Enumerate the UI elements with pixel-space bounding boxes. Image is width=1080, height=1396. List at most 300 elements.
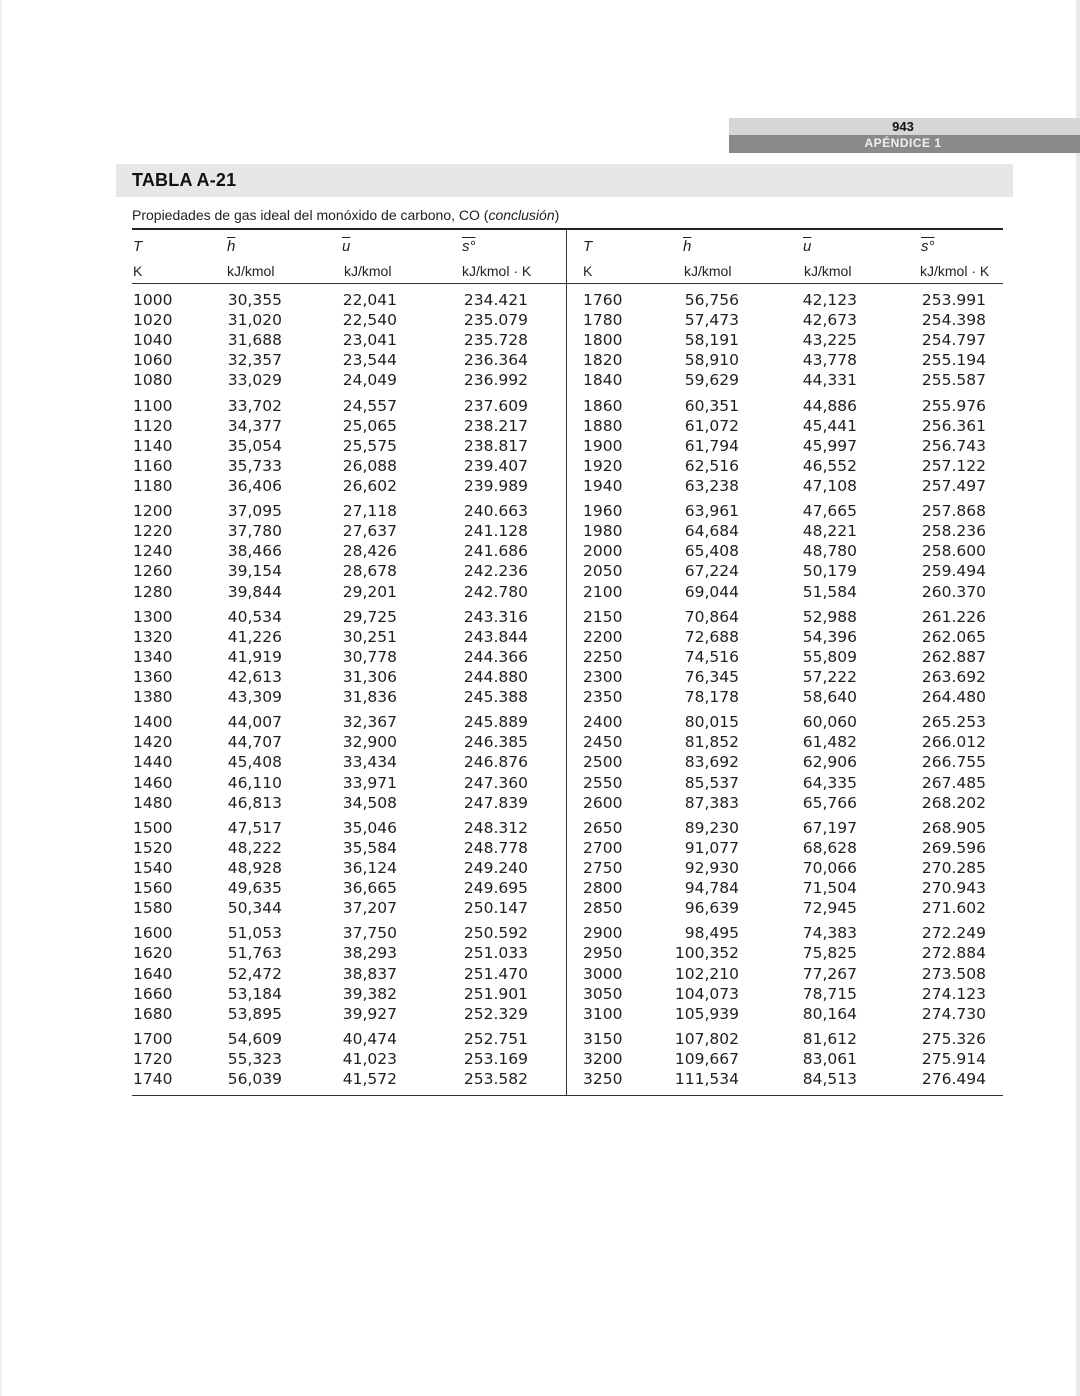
cell-t-right: 2550: [583, 773, 623, 792]
cell-s-right: 272.884: [921, 944, 986, 963]
cell-u-left: 32,900: [342, 733, 397, 752]
cell-h-right: 63,961: [684, 502, 739, 521]
cell-s-left: 234.421: [463, 291, 528, 309]
cell-t-left: 1600: [133, 924, 173, 943]
cell-t-right: 2300: [583, 667, 623, 686]
cell-s-left: 251.033: [463, 944, 528, 963]
cell-t-left: 1280: [133, 582, 173, 601]
cell-u-right: 52,988: [802, 607, 857, 626]
cell-u-right: 55,809: [802, 647, 857, 666]
cell-u-left: 32,367: [342, 713, 397, 732]
caption-main: Propiedades de gas ideal del monóxido de carbono, CO (: [132, 207, 489, 223]
cell-h-left: 38,466: [227, 542, 282, 561]
cell-h-left: 42,613: [227, 667, 282, 686]
cell-s-left: 243.316: [463, 607, 528, 626]
cell-h-right: 56,756: [684, 291, 739, 309]
col-symbol-t-left: T: [133, 238, 143, 255]
cell-h-right: 72,688: [684, 627, 739, 646]
cell-h-left: 33,702: [227, 396, 282, 415]
cell-h-right: 100,352: [674, 944, 739, 963]
cell-s-left: 251.901: [463, 984, 528, 1003]
cell-h-right: 92,930: [684, 858, 739, 877]
cell-t-right: 1920: [583, 456, 623, 475]
col-symbol-u-right: $\overline{u}$: [803, 238, 812, 255]
cell-u-left: 33,434: [342, 753, 397, 772]
cell-h-left: 54,609: [227, 1029, 282, 1048]
cell-u-right: 75,825: [802, 944, 857, 963]
cell-u-left: 30,778: [342, 647, 397, 666]
cell-u-left: 24,049: [342, 371, 397, 390]
cell-u-right: 65,766: [802, 793, 857, 812]
cell-h-right: 94,784: [684, 879, 739, 898]
table-rule-middle: [566, 229, 567, 1095]
cell-t-left: 1660: [133, 984, 173, 1003]
cell-u-right: 42,123: [802, 291, 857, 309]
table-title: TABLA A-21: [132, 170, 237, 190]
cell-t-right: 2600: [583, 793, 623, 812]
cell-s-left: 241.686: [463, 542, 528, 561]
cell-u-right: 80,164: [802, 1004, 857, 1023]
cell-u-right: 64,335: [802, 773, 857, 792]
cell-s-right: 269.596: [921, 838, 986, 857]
cell-t-right: 3200: [583, 1049, 623, 1068]
cell-t-right: 3000: [583, 964, 623, 983]
cell-s-right: 259.494: [921, 562, 986, 581]
cell-u-right: 44,886: [802, 396, 857, 415]
cell-u-right: 70,066: [802, 858, 857, 877]
cell-u-left: 22,041: [342, 291, 397, 309]
cell-u-right: 43,225: [802, 331, 857, 350]
cell-s-left: 238.817: [463, 436, 528, 455]
cell-h-left: 56,039: [227, 1070, 282, 1089]
cell-s-left: 247.839: [463, 793, 528, 812]
table-caption: [132, 207, 1012, 223]
cell-s-left: 235.079: [463, 311, 528, 330]
cell-h-right: 58,191: [684, 331, 739, 350]
cell-h-right: 61,072: [684, 416, 739, 435]
cell-h-left: 41,226: [227, 627, 282, 646]
cell-u-left: 25,575: [342, 436, 397, 455]
cell-s-right: 268.202: [921, 793, 986, 812]
cell-u-left: 29,201: [342, 582, 397, 601]
cell-s-right: 260.370: [921, 582, 986, 601]
cell-h-left: 35,733: [227, 456, 282, 475]
cell-u-right: 43,778: [802, 351, 857, 370]
cell-s-left: 243.844: [463, 627, 528, 646]
cell-u-left: 36,124: [342, 858, 397, 877]
cell-h-left: 53,895: [227, 1004, 282, 1023]
cell-s-left: 235.728: [463, 331, 528, 350]
cell-s-right: 273.508: [921, 964, 986, 983]
col-symbol-t-right: T: [583, 238, 593, 255]
caption-italic: conclusión: [488, 207, 555, 223]
cell-s-right: 265.253: [921, 713, 986, 732]
cell-t-left: 1620: [133, 944, 173, 963]
cell-s-right: 264.480: [921, 688, 986, 707]
cell-t-right: 2750: [583, 858, 623, 877]
cell-h-right: 111,534: [674, 1070, 739, 1089]
cell-t-left: 1020: [133, 311, 173, 330]
cell-s-right: 275.914: [921, 1049, 986, 1068]
cell-s-right: 255.976: [921, 396, 986, 415]
cell-u-left: 36,665: [342, 879, 397, 898]
cell-h-right: 59,629: [684, 371, 739, 390]
cell-u-right: 81,612: [802, 1029, 857, 1048]
cell-h-right: 61,794: [684, 436, 739, 455]
cell-h-right: 65,408: [684, 542, 739, 561]
cell-t-right: 2100: [583, 582, 623, 601]
table-rule-bottom: [132, 1095, 1003, 1096]
cell-t-left: 1300: [133, 607, 173, 626]
cell-t-right: 1880: [583, 416, 623, 435]
cell-u-left: 25,065: [342, 416, 397, 435]
cell-h-left: 34,377: [227, 416, 282, 435]
cell-u-left: 24,557: [342, 396, 397, 415]
cell-u-right: 57,222: [802, 667, 857, 686]
cell-u-right: 74,383: [802, 924, 857, 943]
cell-h-right: 107,802: [674, 1029, 739, 1048]
cell-h-right: 74,516: [684, 647, 739, 666]
cell-s-left: 248.778: [463, 838, 528, 857]
cell-t-left: 1560: [133, 879, 173, 898]
cell-t-right: 2500: [583, 753, 623, 772]
cell-t-left: 1380: [133, 688, 173, 707]
cell-t-left: 1240: [133, 542, 173, 561]
cell-t-right: 1800: [583, 331, 623, 350]
cell-t-right: 1840: [583, 371, 623, 390]
cell-h-left: 37,780: [227, 522, 282, 541]
col-symbol-h-left: $\overline{h}$: [227, 238, 236, 255]
cell-t-right: 1860: [583, 396, 623, 415]
cell-u-left: 38,837: [342, 964, 397, 983]
col-unit-u-right: kJ/kmol: [804, 263, 852, 279]
cell-t-left: 1000: [133, 291, 173, 309]
cell-t-right: 1980: [583, 522, 623, 541]
cell-s-right: 267.485: [921, 773, 986, 792]
cell-h-left: 53,184: [227, 984, 282, 1003]
cell-h-left: 52,472: [227, 964, 282, 983]
cell-h-left: 39,844: [227, 582, 282, 601]
cell-u-right: 61,482: [802, 733, 857, 752]
cell-s-left: 244.880: [463, 667, 528, 686]
col-symbol-s-left: s°: [462, 238, 476, 255]
col-unit-u-left: kJ/kmol: [344, 263, 392, 279]
cell-u-right: 44,331: [802, 371, 857, 390]
cell-s-right: 270.285: [921, 858, 986, 877]
cell-s-right: 261.226: [921, 607, 986, 626]
cell-t-right: 2450: [583, 733, 623, 752]
cell-u-right: 58,640: [802, 688, 857, 707]
cell-t-left: 1220: [133, 522, 173, 541]
page-number: 943: [892, 119, 914, 134]
cell-h-right: 87,383: [684, 793, 739, 812]
cell-s-right: 262.887: [921, 647, 986, 666]
col-symbol-u-left: $\overline{u}$: [342, 238, 351, 255]
cell-u-right: 77,267: [802, 964, 857, 983]
table-rule-header: [132, 283, 1003, 284]
cell-t-left: 1680: [133, 1004, 173, 1023]
cell-t-left: 1520: [133, 838, 173, 857]
cell-s-right: 266.755: [921, 753, 986, 772]
cell-t-left: 1580: [133, 899, 173, 918]
cell-t-left: 1060: [133, 351, 173, 370]
cell-s-left: 253.169: [463, 1049, 528, 1068]
cell-u-left: 31,836: [342, 688, 397, 707]
cell-s-left: 251.470: [463, 964, 528, 983]
cell-t-right: 1900: [583, 436, 623, 455]
cell-h-left: 41,919: [227, 647, 282, 666]
cell-s-left: 253.582: [463, 1070, 528, 1089]
cell-t-right: 1960: [583, 502, 623, 521]
page-edge-right: [1076, 0, 1080, 1396]
cell-u-left: 31,306: [342, 667, 397, 686]
cell-u-left: 33,971: [342, 773, 397, 792]
cell-h-left: 40,534: [227, 607, 282, 626]
cell-u-left: 23,544: [342, 351, 397, 370]
cell-u-right: 51,584: [802, 582, 857, 601]
cell-u-left: 35,046: [342, 818, 397, 837]
cell-h-right: 57,473: [684, 311, 739, 330]
cell-h-left: 47,517: [227, 818, 282, 837]
cell-h-left: 46,110: [227, 773, 282, 792]
cell-u-left: 23,041: [342, 331, 397, 350]
cell-t-left: 1180: [133, 476, 173, 495]
cell-s-left: 248.312: [463, 818, 528, 837]
cell-s-right: 266.012: [921, 733, 986, 752]
cell-h-right: 63,238: [684, 476, 739, 495]
cell-u-left: 28,678: [342, 562, 397, 581]
cell-h-right: 62,516: [684, 456, 739, 475]
cell-t-right: 2200: [583, 627, 623, 646]
cell-t-left: 1400: [133, 713, 173, 732]
cell-t-left: 1420: [133, 733, 173, 752]
cell-t-right: 3050: [583, 984, 623, 1003]
cell-s-left: 245.388: [463, 688, 528, 707]
appendix-label: APÉNDICE 1: [864, 136, 942, 150]
cell-u-left: 30,251: [342, 627, 397, 646]
cell-u-right: 47,665: [802, 502, 857, 521]
cell-t-right: 1760: [583, 291, 623, 309]
cell-u-right: 62,906: [802, 753, 857, 772]
cell-t-right: 2850: [583, 899, 623, 918]
cell-t-left: 1440: [133, 753, 173, 772]
cell-h-right: 81,852: [684, 733, 739, 752]
cell-h-left: 55,323: [227, 1049, 282, 1068]
cell-t-right: 3100: [583, 1004, 623, 1023]
cell-s-right: 262.065: [921, 627, 986, 646]
cell-u-left: 38,293: [342, 944, 397, 963]
cell-h-right: 58,910: [684, 351, 739, 370]
col-unit-t-left: K: [133, 263, 143, 279]
cell-t-left: 1740: [133, 1070, 173, 1089]
cell-u-left: 22,540: [342, 311, 397, 330]
cell-t-left: 1460: [133, 773, 173, 792]
cell-s-left: 244.366: [463, 647, 528, 666]
cell-h-left: 44,707: [227, 733, 282, 752]
cell-u-right: 84,513: [802, 1070, 857, 1089]
cell-h-left: 35,054: [227, 436, 282, 455]
cell-t-left: 1080: [133, 371, 173, 390]
cell-t-right: 2350: [583, 688, 623, 707]
cell-s-left: 246.385: [463, 733, 528, 752]
cell-h-right: 83,692: [684, 753, 739, 772]
cell-s-right: 275.326: [921, 1029, 986, 1048]
cell-s-left: 246.876: [463, 753, 528, 772]
cell-s-left: 237.609: [463, 396, 528, 415]
cell-t-left: 1200: [133, 502, 173, 521]
cell-h-right: 70,864: [684, 607, 739, 626]
cell-h-left: 31,688: [227, 331, 282, 350]
cell-s-left: 249.695: [463, 879, 528, 898]
cell-u-left: 28,426: [342, 542, 397, 561]
cell-t-left: 1360: [133, 667, 173, 686]
cell-s-right: 274.123: [921, 984, 986, 1003]
cell-t-right: 2650: [583, 818, 623, 837]
cell-u-right: 83,061: [802, 1049, 857, 1068]
cell-h-left: 36,406: [227, 476, 282, 495]
cell-s-right: 253.991: [921, 291, 986, 309]
cell-h-left: 37,095: [227, 502, 282, 521]
cell-t-right: 1940: [583, 476, 623, 495]
cell-s-right: 255.194: [921, 351, 986, 370]
cell-s-right: 263.692: [921, 667, 986, 686]
cell-h-right: 98,495: [684, 924, 739, 943]
cell-u-right: 48,780: [802, 542, 857, 561]
cell-s-left: 250.592: [463, 924, 528, 943]
cell-t-left: 1260: [133, 562, 173, 581]
table-rule-top: [132, 228, 1003, 230]
col-unit-h-left: kJ/kmol: [227, 263, 275, 279]
cell-t-right: 1780: [583, 311, 623, 330]
cell-h-right: 67,224: [684, 562, 739, 581]
cell-h-left: 48,222: [227, 838, 282, 857]
cell-s-left: 242.780: [463, 582, 528, 601]
cell-u-right: 46,552: [802, 456, 857, 475]
cell-s-right: 257.868: [921, 502, 986, 521]
cell-t-left: 1500: [133, 818, 173, 837]
cell-h-right: 64,684: [684, 522, 739, 541]
cell-u-left: 26,602: [342, 476, 397, 495]
cell-u-right: 67,197: [802, 818, 857, 837]
cell-h-right: 91,077: [684, 838, 739, 857]
cell-u-right: 72,945: [802, 899, 857, 918]
cell-s-left: 239.407: [463, 456, 528, 475]
cell-s-right: 258.236: [921, 522, 986, 541]
cell-t-right: 3150: [583, 1029, 623, 1048]
cell-t-left: 1640: [133, 964, 173, 983]
cell-h-left: 30,355: [227, 291, 282, 309]
cell-h-right: 76,345: [684, 667, 739, 686]
cell-s-right: 258.600: [921, 542, 986, 561]
cell-t-right: 2900: [583, 924, 623, 943]
cell-s-right: 276.494: [921, 1070, 986, 1089]
cell-s-left: 241.128: [463, 522, 528, 541]
cell-s-left: 249.240: [463, 858, 528, 877]
cell-t-left: 1700: [133, 1029, 173, 1048]
cell-h-left: 44,007: [227, 713, 282, 732]
cell-s-left: 240.663: [463, 502, 528, 521]
cell-s-right: 256.743: [921, 436, 986, 455]
cell-s-right: 254.797: [921, 331, 986, 350]
cell-s-right: 270.943: [921, 879, 986, 898]
cell-t-left: 1040: [133, 331, 173, 350]
cell-h-right: 78,178: [684, 688, 739, 707]
cell-u-right: 71,504: [802, 879, 857, 898]
cell-h-right: 89,230: [684, 818, 739, 837]
cell-h-left: 46,813: [227, 793, 282, 812]
cell-h-right: 105,939: [674, 1004, 739, 1023]
cell-h-left: 43,309: [227, 688, 282, 707]
cell-t-right: 3250: [583, 1070, 623, 1089]
cell-u-left: 40,474: [342, 1029, 397, 1048]
cell-u-right: 42,673: [802, 311, 857, 330]
cell-h-left: 45,408: [227, 753, 282, 772]
cell-h-left: 48,928: [227, 858, 282, 877]
col-unit-s-right: kJ/kmol · K: [920, 263, 990, 279]
cell-s-right: 257.122: [921, 456, 986, 475]
cell-s-left: 252.751: [463, 1029, 528, 1048]
cell-t-left: 1480: [133, 793, 173, 812]
cell-h-left: 49,635: [227, 879, 282, 898]
caption-end: ): [554, 207, 560, 223]
cell-t-right: 2950: [583, 944, 623, 963]
cell-t-left: 1140: [133, 436, 173, 455]
cell-t-right: 2050: [583, 562, 623, 581]
cell-h-left: 32,357: [227, 351, 282, 370]
page-edge-left: [0, 0, 2, 1396]
cell-u-right: 60,060: [802, 713, 857, 732]
cell-u-right: 68,628: [802, 838, 857, 857]
cell-s-left: 245.889: [463, 713, 528, 732]
cell-t-right: 2250: [583, 647, 623, 666]
cell-u-left: 26,088: [342, 456, 397, 475]
cell-h-right: 104,073: [674, 984, 739, 1003]
cell-u-left: 37,750: [342, 924, 397, 943]
cell-s-right: 255.587: [921, 371, 986, 390]
cell-s-left: 252.329: [463, 1004, 528, 1023]
cell-s-left: 242.236: [463, 562, 528, 581]
cell-s-right: 256.361: [921, 416, 986, 435]
cell-u-right: 54,396: [802, 627, 857, 646]
cell-u-left: 41,572: [342, 1070, 397, 1089]
col-unit-h-right: kJ/kmol: [684, 263, 732, 279]
cell-t-left: 1120: [133, 416, 173, 435]
cell-u-right: 47,108: [802, 476, 857, 495]
cell-t-right: 2150: [583, 607, 623, 626]
cell-h-right: 69,044: [684, 582, 739, 601]
cell-h-left: 51,053: [227, 924, 282, 943]
cell-u-right: 45,997: [802, 436, 857, 455]
col-symbol-h-right: $\overline{h}$: [683, 238, 692, 255]
cell-t-left: 1340: [133, 647, 173, 666]
cell-s-right: 274.730: [921, 1004, 986, 1023]
cell-s-left: 238.217: [463, 416, 528, 435]
cell-s-right: 272.249: [921, 924, 986, 943]
cell-h-right: 102,210: [674, 964, 739, 983]
cell-u-left: 29,725: [342, 607, 397, 626]
cell-t-left: 1720: [133, 1049, 173, 1068]
cell-h-left: 31,020: [227, 311, 282, 330]
cell-u-left: 39,382: [342, 984, 397, 1003]
cell-t-right: 1820: [583, 351, 623, 370]
cell-u-left: 27,637: [342, 522, 397, 541]
cell-h-right: 109,667: [674, 1049, 739, 1068]
cell-h-left: 51,763: [227, 944, 282, 963]
cell-u-left: 34,508: [342, 793, 397, 812]
cell-h-right: 85,537: [684, 773, 739, 792]
cell-h-right: 96,639: [684, 899, 739, 918]
cell-t-right: 2400: [583, 713, 623, 732]
